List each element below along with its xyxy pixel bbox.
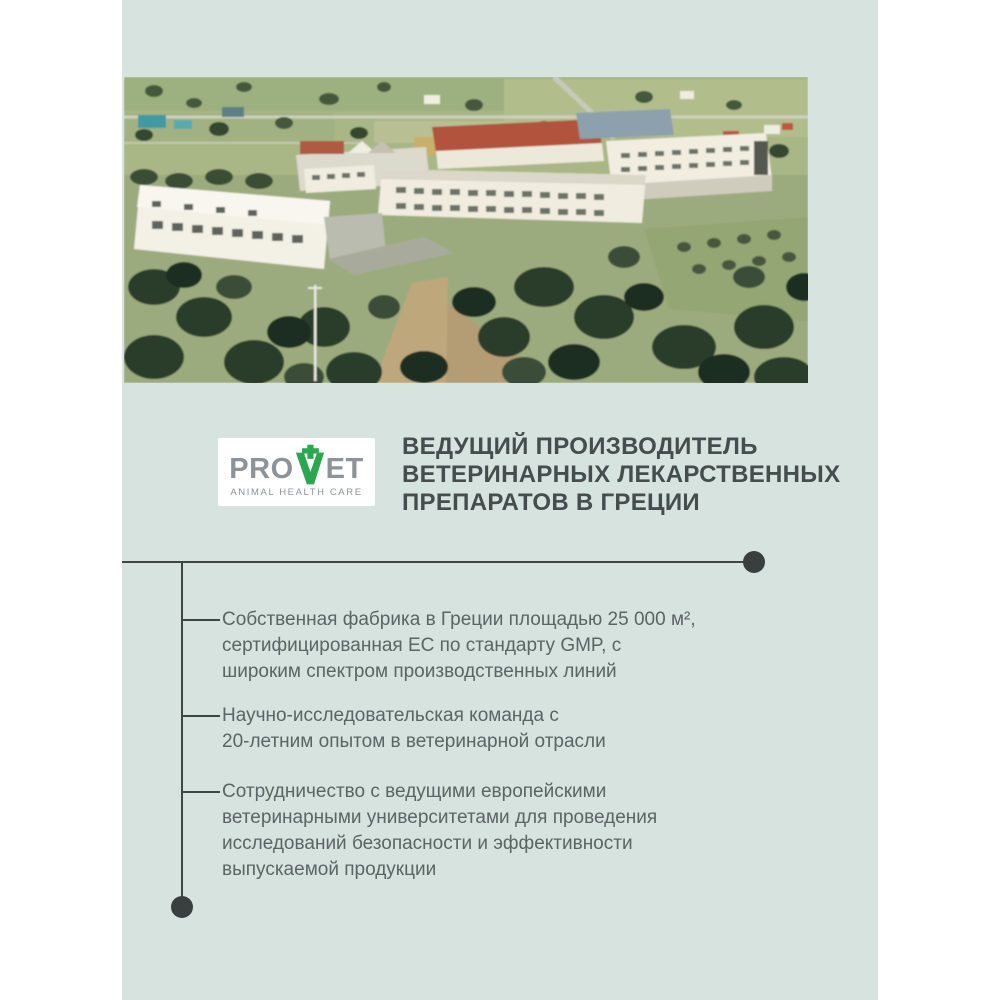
bullet-line: выпускаемой продукции (222, 859, 437, 880)
bullet-line: Сотрудничество с ведущими европейскими (222, 781, 607, 802)
connector-dot-right (743, 551, 765, 573)
provet-logo-wordmark (229, 450, 363, 484)
bullet-tick-3 (182, 791, 220, 793)
bullet-line: 20-летним опытом в ветеринарной отрасли (222, 731, 606, 752)
factory-aerial-photo (124, 77, 808, 383)
bullet-tick-1 (182, 619, 220, 621)
bullet-item-factory (222, 607, 722, 685)
connector-dot-bottom (171, 896, 193, 918)
bullet-line: Собственная фабрика в Греции площадью 25 000 м², (222, 609, 696, 630)
bullet-line: широким спектром производственных линий (222, 661, 617, 682)
bullet-line: Научно-исследовательская команда с (222, 705, 559, 726)
bullet-item-research-team (222, 703, 722, 755)
provet-logo (218, 438, 375, 506)
bullet-item-universities (222, 779, 722, 883)
bullet-tick-2 (182, 715, 220, 717)
logo-text-post: ET (325, 453, 364, 485)
page-title-line-1: ВЕДУЩИЙ ПРОИЗВОДИТЕЛЬ (402, 433, 758, 460)
connector-vertical-line (181, 561, 183, 901)
connector-horizontal-line (122, 561, 755, 563)
bullet-line: сертифицированная ЕС по стандарту GMP, с (222, 635, 622, 656)
content-card (122, 0, 878, 1000)
bullet-line: исследований безопасности и эффективности (222, 833, 633, 854)
page-title-line-3: ПРЕПАРАТОВ В ГРЕЦИИ (402, 489, 700, 516)
page-title (402, 433, 840, 517)
page-title-line-2: ВЕТЕРИНАРНЫХ ЛЕКАРСТВЕННЫХ (402, 461, 841, 488)
factory-aerial-photo-art (124, 77, 808, 383)
vet-cross-icon (295, 444, 325, 486)
logo-tagline: ANIMAL HEALTH CARE (230, 487, 363, 498)
bullet-line: ветеринарными университетами для проведения (222, 807, 658, 828)
logo-text-pre: PRO (229, 453, 294, 485)
